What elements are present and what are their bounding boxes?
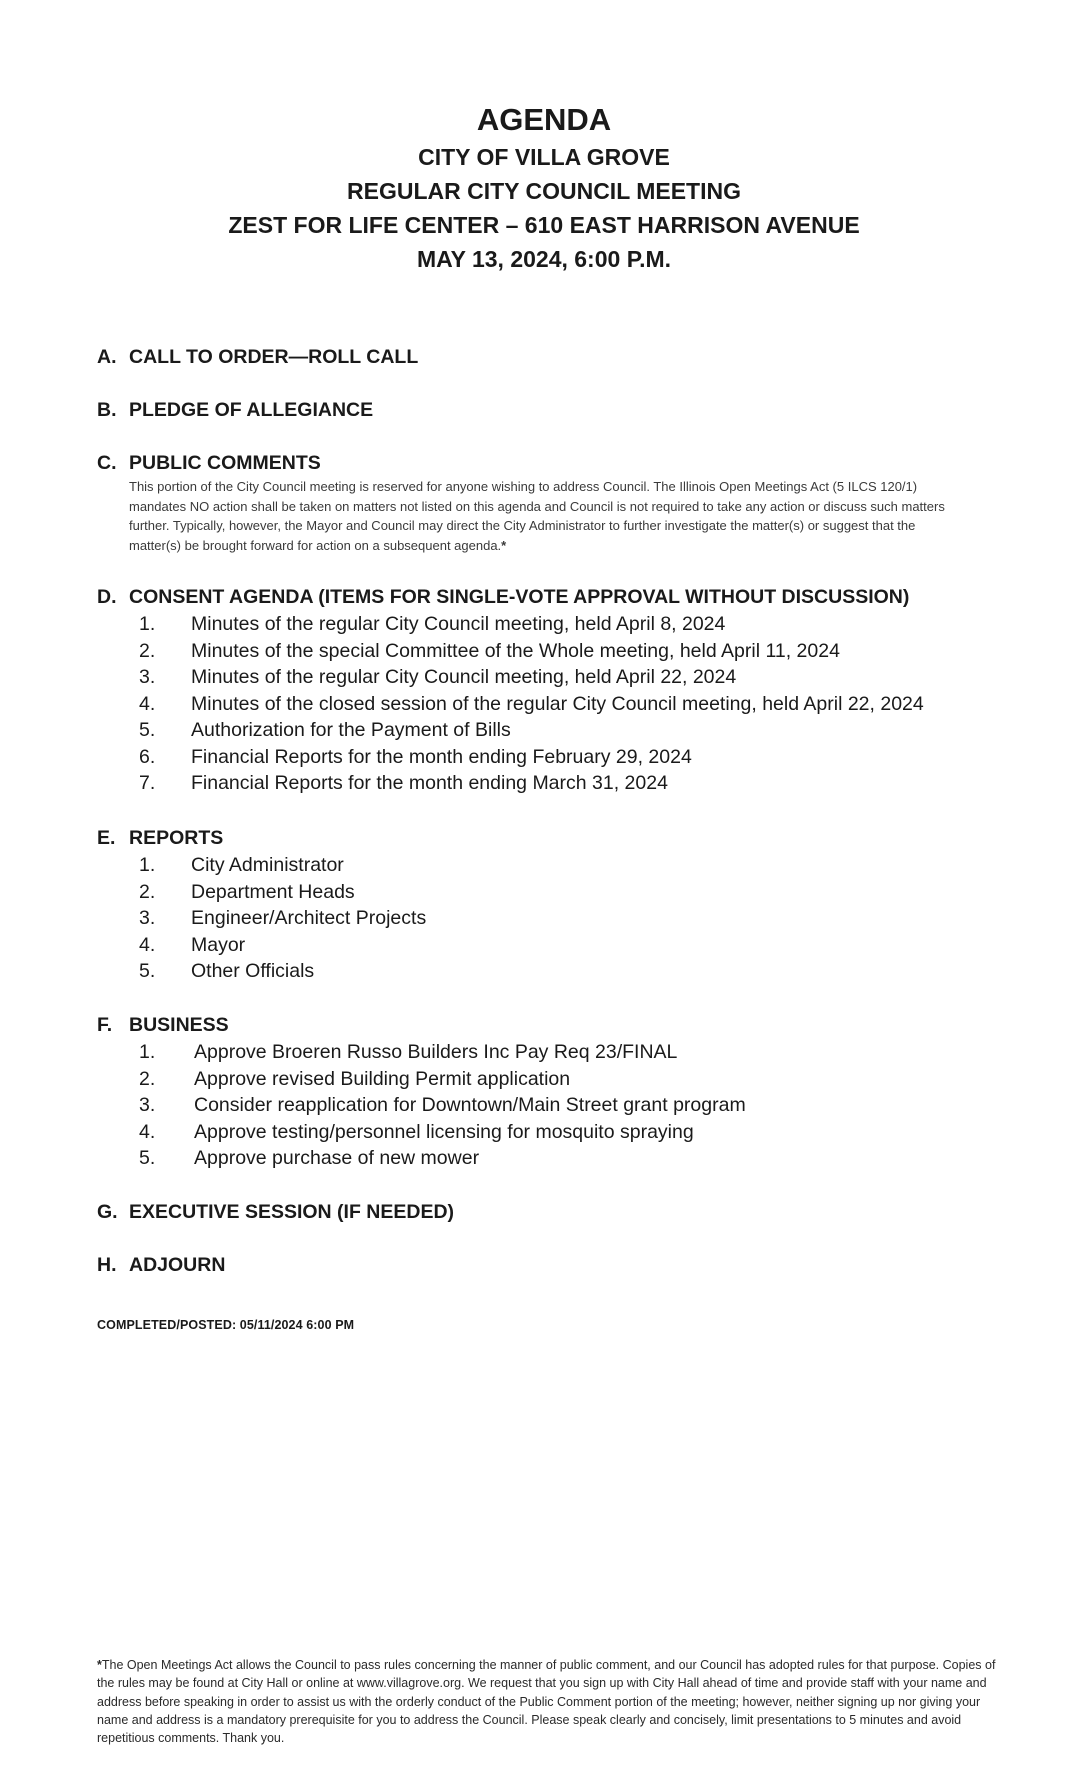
item-text: Other Officials (191, 960, 315, 982)
item-number: 1. (139, 1041, 156, 1063)
section-title: EXECUTIVE SESSION (IF NEEDED) (129, 1201, 455, 1223)
agenda-title: AGENDA (476, 102, 612, 137)
section-title: PLEDGE OF ALLEGIANCE (129, 399, 374, 421)
footnote (97, 1656, 1002, 1747)
section-title: BUSINESS (129, 1014, 229, 1036)
public-comments-text (129, 477, 969, 555)
footnote-star: * (97, 1658, 102, 1672)
footnote-star: * (501, 537, 507, 553)
agenda-header (0, 100, 1088, 276)
footnote-text: The Open Meetings Act allows the Council to pass rules concerning the manner of public comment, and our Council has adopted rules for that purpose. Copies of the rules may be found at City Hall or online at www.villagrove.org. We request that you sign up with City Hall ahead of time and provide staff with your name and address before speaking in order to assist us with the orderly conduct of the Public Comment portion of the meeting; however, neither signing up nor giving your name and address is a mandatory prerequisite for you to address the Council. Please speak clearly and concisely, limit presentations to 5 minutes and avoid repetitious comments. Thank you. (97, 1658, 996, 1746)
section-letter: H. (97, 1254, 117, 1276)
section-d-heading (97, 585, 909, 609)
item-number: 2. (139, 880, 156, 903)
meeting-type: REGULAR CITY COUNCIL MEETING (347, 178, 741, 204)
item-text: Mayor (191, 933, 246, 956)
item-text: Minutes of the special Committee of the Whole meeting, held April 11, 2024 (191, 639, 840, 662)
meeting-location: ZEST FOR LIFE CENTER – 610 EAST HARRISON AVENUE (228, 212, 860, 238)
section-letter: D. (97, 586, 117, 608)
section-a-heading (97, 345, 418, 369)
item-number: 5. (139, 1147, 156, 1169)
item-text: Financial Reports for the month ending February 29, 2024 (191, 745, 692, 768)
item-text: Minutes of the regular City Council meeting, held April 22, 2024 (191, 666, 737, 688)
item-number: 3. (139, 1094, 156, 1116)
item-number: 3. (139, 666, 156, 688)
item-text: Engineer/Architect Projects (191, 907, 427, 929)
item-text: Approve revised Building Permit application (194, 1067, 571, 1090)
item-text: Financial Reports for the month ending March 31, 2024 (191, 772, 668, 794)
public-comments-body: This portion of the City Council meeting is reserved for anyone wishing to address Council. The Illinois Open Meetings Act (5 ILCS 120/1) mandates NO action shall be taken on matters not listed on this agenda and Council is not required to take any action or discuss such matters further. Typically, however, the Mayor and Council may direct the City Administrator to further investigate the matter(s) or suggest that the matter(s) be brought forward for action on a subsequent agenda. (129, 479, 945, 553)
section-letter: A. (97, 346, 117, 368)
item-number: 6. (139, 745, 156, 768)
item-text: Minutes of the regular City Council meeting, held April 8, 2024 (191, 613, 726, 635)
item-number: 4. (139, 933, 156, 956)
posted-stamp: COMPLETED/POSTED: 05/11/2024 6:00 PM (97, 1318, 355, 1332)
item-text: Department Heads (191, 880, 355, 903)
item-text: Approve purchase of new mower (194, 1147, 480, 1169)
section-letter: C. (97, 452, 117, 474)
section-title: PUBLIC COMMENTS (129, 452, 321, 474)
section-f-heading (97, 1013, 229, 1037)
section-letter: F. (97, 1014, 113, 1036)
item-number: 4. (139, 1120, 156, 1143)
meeting-date: MAY 13, 2024, 6:00 P.M. (416, 246, 672, 272)
section-title: CONSENT AGENDA (ITEMS FOR SINGLE-VOTE APPROVAL WITHOUT DISCUSSION) (129, 586, 910, 608)
section-e-heading (97, 826, 223, 850)
section-letter: G. (97, 1201, 118, 1223)
item-number: 5. (139, 960, 156, 982)
city-name: CITY OF VILLA GROVE (418, 144, 670, 170)
item-number: 2. (139, 1067, 156, 1090)
section-letter: E. (97, 827, 116, 849)
section-letter: B. (97, 399, 117, 421)
item-number: 2. (139, 639, 156, 662)
item-text: City Administrator (191, 854, 344, 876)
section-title: CALL TO ORDER—ROLL CALL (129, 346, 419, 368)
item-number: 4. (139, 692, 156, 715)
item-text: Minutes of the closed session of the regular City Council meeting, held April 22, 2024 (191, 692, 924, 715)
item-number: 1. (139, 613, 156, 635)
item-number: 1. (139, 854, 156, 876)
item-text: Approve Broeren Russo Builders Inc Pay Req 23/FINAL (194, 1041, 678, 1063)
item-number: 3. (139, 907, 156, 929)
section-b-heading (97, 398, 373, 422)
item-number: 7. (139, 772, 156, 794)
section-h-heading (97, 1253, 225, 1277)
section-g-heading (97, 1200, 454, 1224)
section-c-heading (97, 451, 321, 475)
item-text: Consider reapplication for Downtown/Main Street grant program (194, 1094, 746, 1116)
section-title: ADJOURN (129, 1254, 226, 1276)
item-text: Authorization for the Payment of Bills (191, 719, 511, 741)
section-title: REPORTS (129, 827, 224, 849)
item-text: Approve testing/personnel licensing for mosquito spraying (194, 1120, 694, 1143)
item-number: 5. (139, 719, 156, 741)
